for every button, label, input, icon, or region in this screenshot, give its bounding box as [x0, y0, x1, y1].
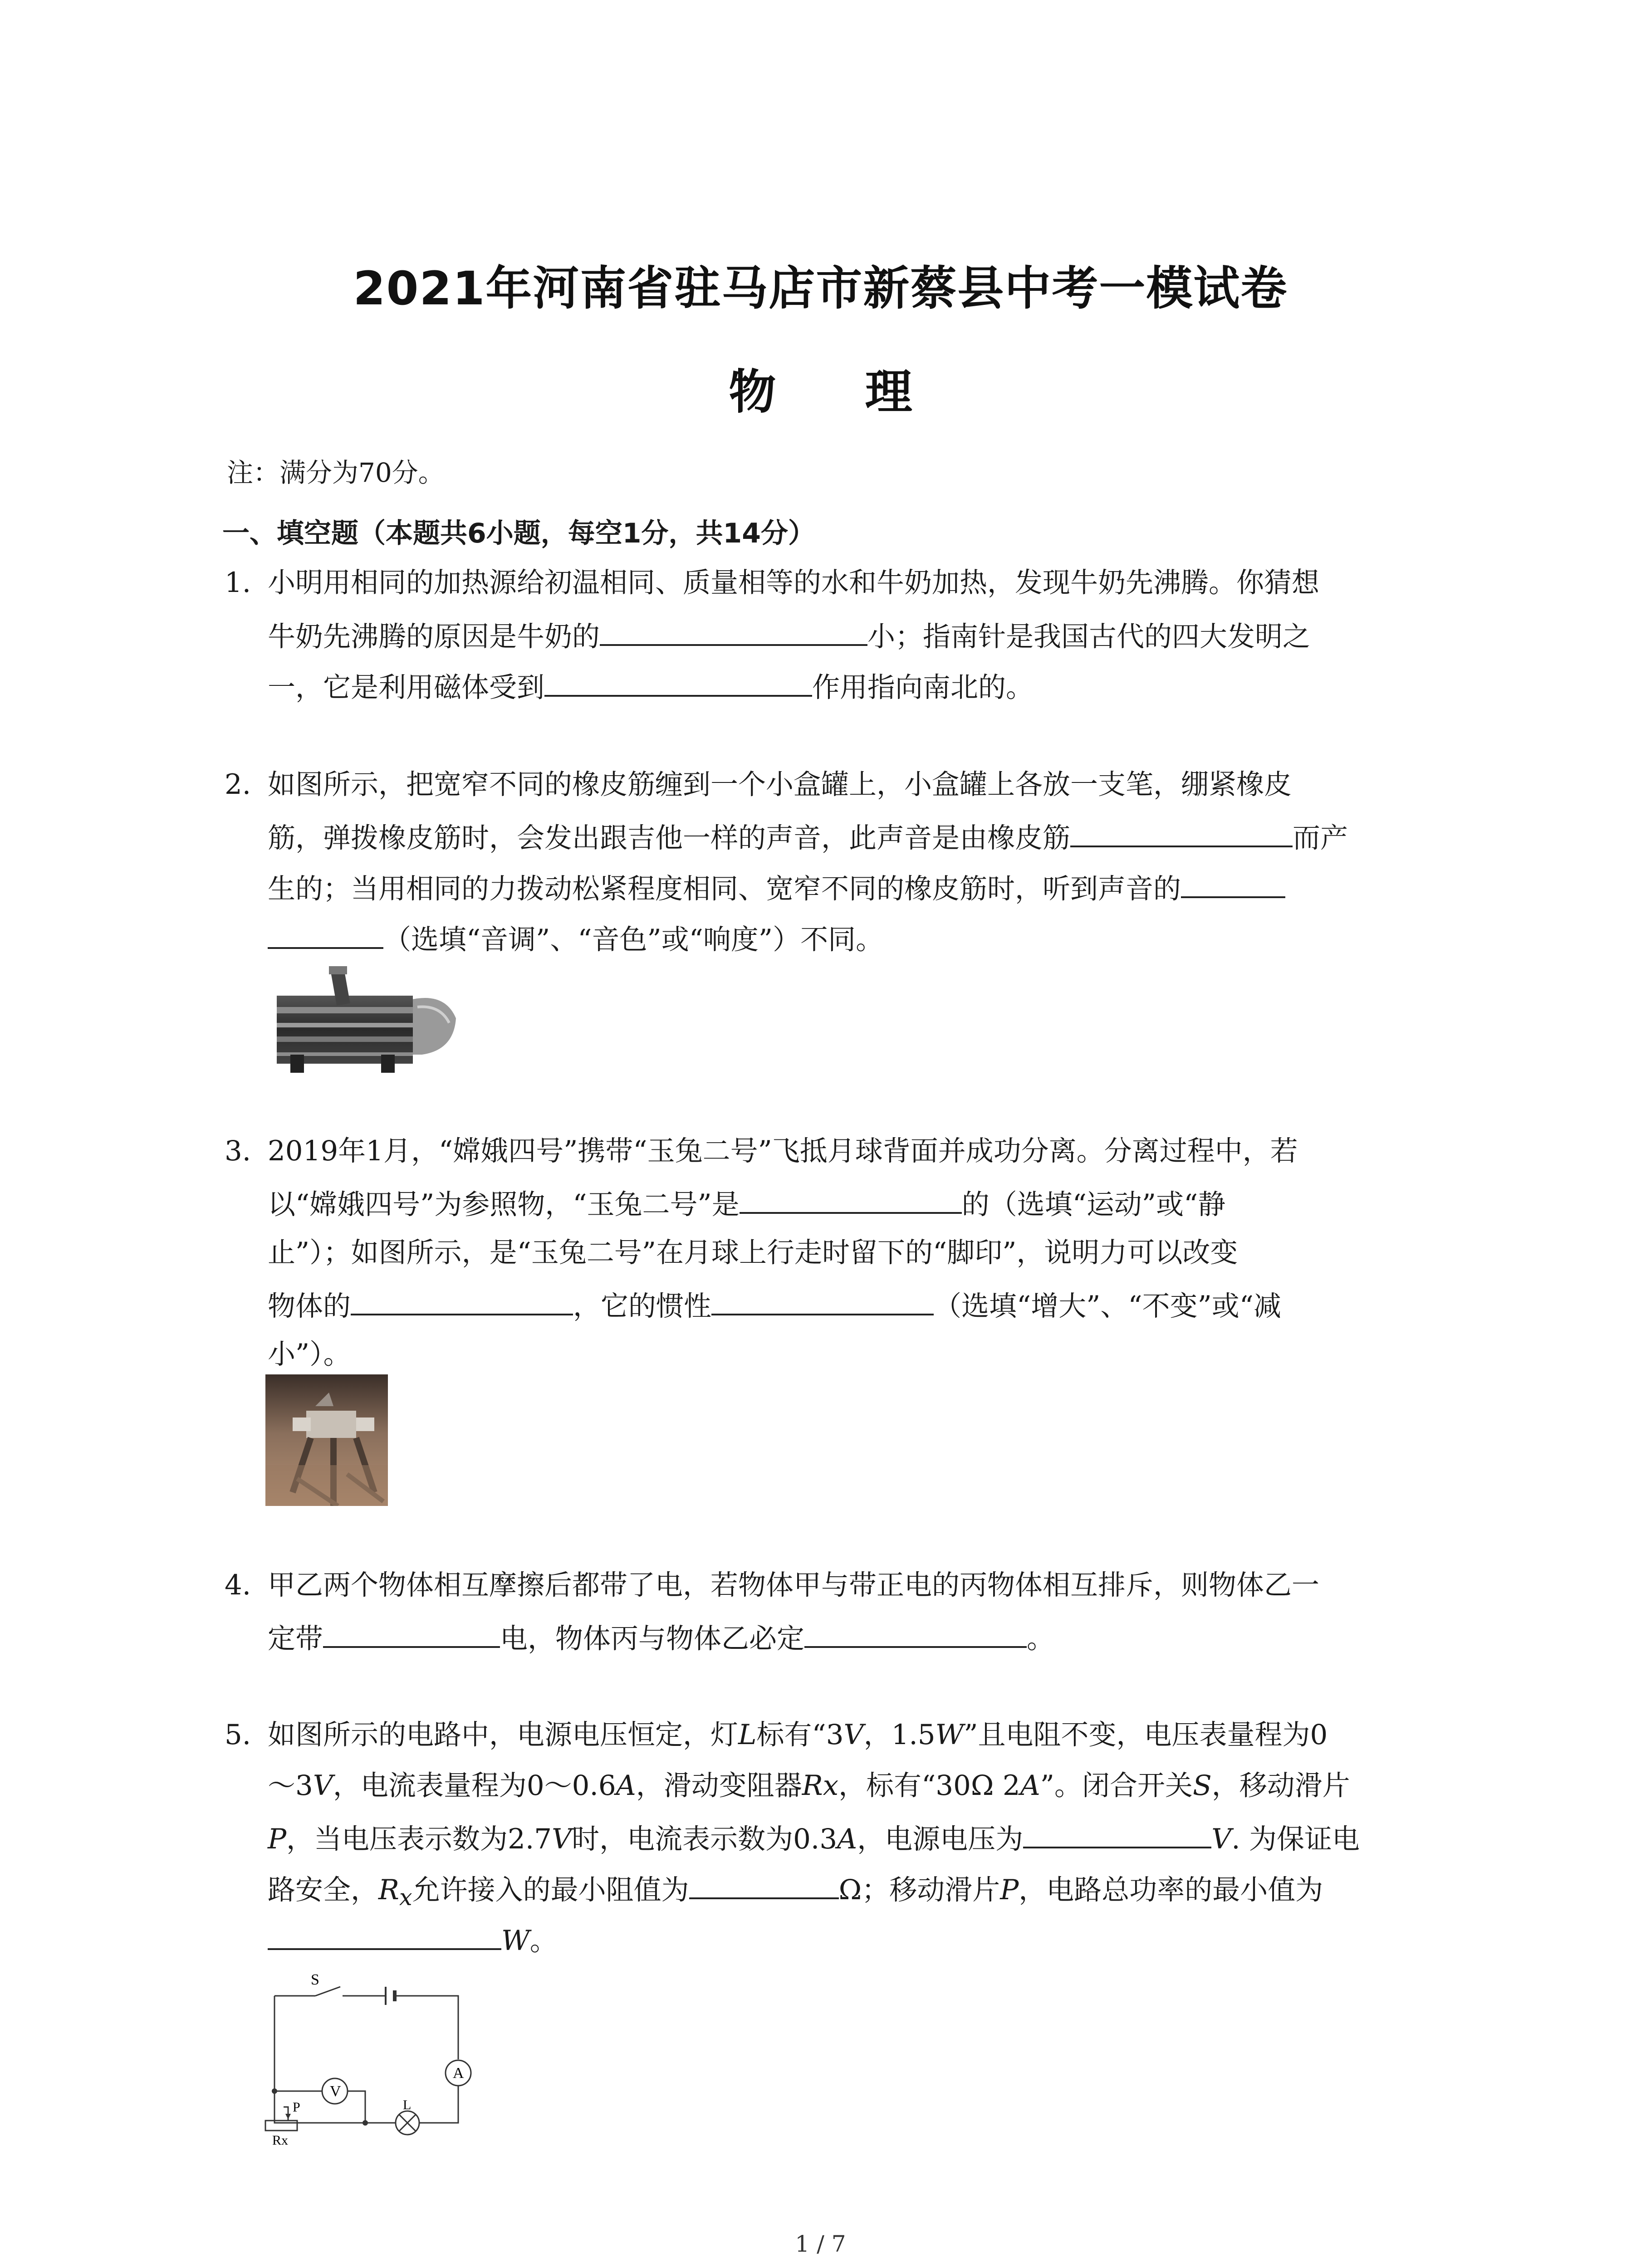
symbol: A [1020, 1769, 1040, 1802]
question-line: 小明用相同的加热源给初温相同、质量相等的水和牛奶加热，发现牛奶先沸腾。你猜想 [268, 567, 1320, 599]
text-span: 小；指南针是我国古代的四大发明之 [867, 621, 1311, 653]
symbol: x [399, 1884, 412, 1911]
text-span: 标有“3 [756, 1719, 844, 1751]
score-note: 注：满分为70分。 [227, 457, 445, 488]
symbol: S [1192, 1769, 1212, 1802]
symbol: V [843, 1719, 864, 1751]
symbol: W [935, 1719, 964, 1751]
question-line [268, 667, 1034, 706]
text-span: ，当电压表示数为2.7 [286, 1823, 552, 1855]
text-span: 路安全， [268, 1874, 379, 1906]
text-span: 定带 [268, 1623, 323, 1655]
text-span: 而产 [1293, 822, 1348, 854]
text-span: ～3 [268, 1769, 313, 1802]
question-line [268, 817, 1348, 856]
text-span: ，移动滑片 [1211, 1769, 1350, 1802]
rubber-band-box-image [272, 964, 458, 1077]
lamp-label: L [403, 2097, 411, 2112]
answer-blank[interactable] [689, 1869, 839, 1899]
text-span: 。 [1027, 1623, 1055, 1655]
text-span: 作用指向南北的。 [812, 671, 1034, 704]
question-line: 甲乙两个物体相互摩擦后都带了电，若物体甲与带正电的丙物体相互排斥，则物体乙一 [268, 1569, 1320, 1601]
document-title: 2021年河南省驻马店市新蔡县中考一模试卷 [353, 262, 1288, 316]
text-span: ，滑动变阻器 [636, 1769, 802, 1802]
text-span: . 为保证电 [1231, 1823, 1360, 1855]
text-span: ，电流表量程为0～0.6 [333, 1769, 616, 1802]
question-line [268, 1818, 1360, 1857]
text-span: ，电源电压为 [857, 1823, 1024, 1855]
slider-label: P [293, 2100, 300, 2115]
text-span: ”且电阻不变，电压表量程为0 [964, 1719, 1328, 1751]
answer-blank[interactable] [323, 1618, 500, 1648]
switch-label: S [311, 1973, 319, 1988]
answer-blank[interactable] [544, 667, 812, 697]
symbol: A [616, 1769, 636, 1802]
question-line [268, 1286, 1281, 1325]
answer-blank[interactable] [711, 1286, 934, 1315]
text-span: 筋，弹拨橡皮筋时，会发出跟吉他一样的声音，此声音是由橡皮筋 [268, 822, 1071, 854]
text-span: 的（选填“运动”或“静 [961, 1188, 1226, 1221]
answer-blank[interactable] [1070, 817, 1293, 847]
text-span: 允许接入的最小阻值为 [412, 1874, 689, 1906]
answer-blank[interactable] [740, 1184, 962, 1214]
page-number: 1 / 7 [795, 2231, 846, 2257]
text-span: ，它的惯性 [573, 1290, 712, 1322]
text-span: ，标有“30Ω 2 [838, 1769, 1020, 1802]
question-line [268, 1184, 1225, 1223]
question-number: 1. [225, 567, 251, 599]
rheostat-label: Rx [272, 2133, 289, 2146]
text-span: ”。闭合开关 [1040, 1769, 1193, 1802]
symbol: V [1211, 1823, 1232, 1855]
text-span: 牛奶先沸腾的原因是牛奶的 [268, 621, 600, 653]
symbol: P [268, 1823, 287, 1855]
question-line [268, 1920, 558, 1959]
question-number: 4. [225, 1569, 251, 1601]
text-span: 生的；当用相同的力拨动松紧程度相同、宽窄不同的橡皮筋时，听到声音的 [268, 873, 1181, 905]
text-span: 电，物体丙与物体乙必定 [500, 1623, 805, 1655]
answer-blank[interactable] [600, 616, 867, 646]
yutu-rover-photo [265, 1374, 388, 1506]
symbol: V [552, 1823, 572, 1855]
question-line [268, 1618, 1054, 1657]
text-span: ，1.5 [863, 1719, 936, 1751]
answer-blank[interactable] [804, 1618, 1027, 1648]
symbol: A [837, 1823, 857, 1855]
question-number: 5. [225, 1719, 251, 1751]
symbol: Rx [802, 1769, 839, 1802]
text-span: ，电路总功率的最小值为 [1019, 1874, 1323, 1906]
text-span: 。 [529, 1925, 558, 1957]
answer-blank[interactable] [268, 919, 383, 949]
subject-title: 物 理 [729, 364, 949, 420]
question-line [268, 1869, 1323, 1916]
symbol: W [501, 1925, 530, 1957]
question-line: 如图所示，把宽窄不同的橡皮筋缠到一个小盒罐上，小盒罐上各放一支笔，绷紧橡皮 [268, 768, 1292, 801]
question-line [268, 616, 1310, 655]
question-line [268, 1717, 1327, 1753]
text-span: （选填“增大”、“不变”或“减 [934, 1290, 1281, 1322]
answer-blank[interactable] [1023, 1818, 1211, 1848]
text-span: （选填“音调”、“音色”或“响度”）不同。 [383, 924, 884, 956]
ammeter-label: A [453, 2065, 464, 2082]
question-line: 止”）；如图所示，是“玉兔二号”在月球上行走时留下的“脚印”，说明力可以改变 [268, 1237, 1238, 1269]
question-number: 3. [225, 1135, 251, 1167]
text-span: 一，它是利用磁体受到 [268, 671, 545, 704]
answer-blank[interactable] [268, 1920, 501, 1950]
symbol: V [313, 1769, 333, 1802]
question-line [268, 919, 883, 958]
answer-blank[interactable] [1181, 868, 1285, 898]
section-heading: 一、填空题（本题共6小题，每空1分，共14分） [222, 518, 815, 549]
question-line [268, 868, 1285, 907]
circuit-diagram [263, 1973, 481, 2146]
text-span: Ω；移动滑片 [838, 1874, 1000, 1906]
symbol: P [1000, 1874, 1019, 1906]
text-span: 如图所示的电路中，电源电压恒定，灯 [268, 1719, 739, 1751]
question-line [268, 1768, 1350, 1804]
symbol: R [378, 1874, 399, 1906]
voltmeter-label: V [330, 2083, 341, 2100]
question-number: 2. [225, 768, 251, 801]
answer-blank[interactable] [351, 1286, 573, 1315]
question-line: 2019年1月，“嫦娥四号”携带“玉兔二号”飞抵月球背面并成功分离。分离过程中，若 [268, 1135, 1298, 1167]
text-span: 物体的 [268, 1290, 351, 1322]
question-line: 小”）。 [268, 1338, 351, 1370]
text-span: 以“嫦娥四号”为参照物，“玉兔二号”是 [268, 1188, 740, 1221]
text-span: 时，电流表示数为0.3 [572, 1823, 838, 1855]
symbol: L [738, 1719, 757, 1751]
